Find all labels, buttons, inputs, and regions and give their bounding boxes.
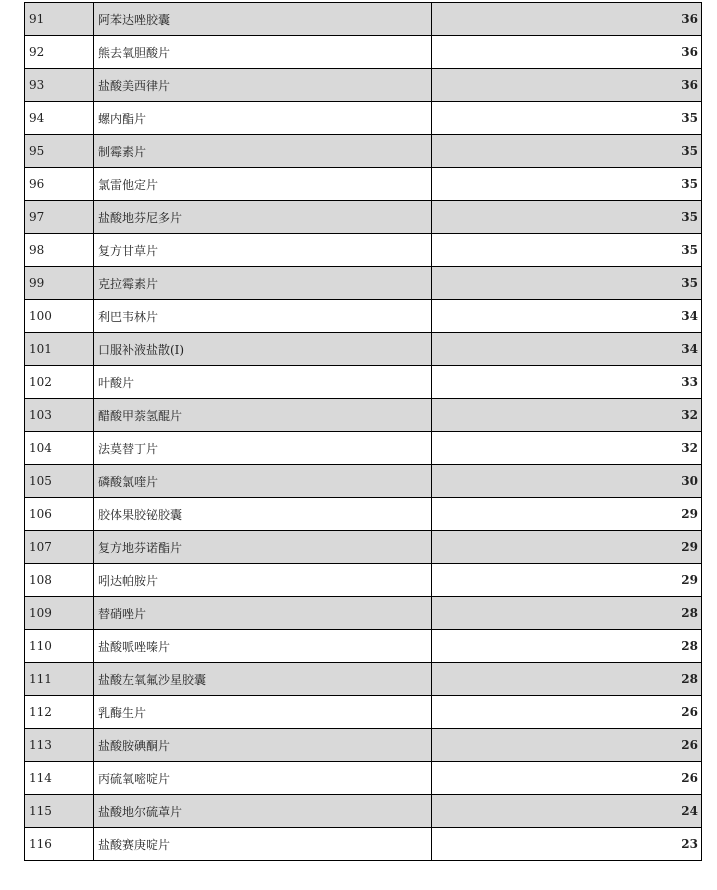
- table-row: [25, 663, 702, 696]
- drug-name: 盐酸地芬尼多片: [94, 201, 432, 234]
- usage-count: 28: [432, 663, 702, 696]
- usage-count: 24: [432, 795, 702, 828]
- usage-count: 34: [432, 333, 702, 366]
- row-number: 96: [25, 168, 94, 201]
- drug-name: 醋酸甲萘氢醌片: [94, 399, 432, 432]
- usage-count: 36: [432, 3, 702, 36]
- drug-name: 法莫替丁片: [94, 432, 432, 465]
- usage-count: 35: [432, 234, 702, 267]
- row-number: 101: [25, 333, 94, 366]
- usage-count: 36: [432, 69, 702, 102]
- drug-name: 螺内酯片: [94, 102, 432, 135]
- row-number: 99: [25, 267, 94, 300]
- drug-name: 盐酸地尔硫䓬片: [94, 795, 432, 828]
- row-number: 110: [25, 630, 94, 663]
- row-number: 109: [25, 597, 94, 630]
- table-row: [25, 3, 702, 36]
- table-row: [25, 696, 702, 729]
- table-row: [25, 828, 702, 861]
- drug-name: 制霉素片: [94, 135, 432, 168]
- table-row: [25, 762, 702, 795]
- row-number: 113: [25, 729, 94, 762]
- row-number: 97: [25, 201, 94, 234]
- drug-name: 盐酸美西律片: [94, 69, 432, 102]
- row-number: 108: [25, 564, 94, 597]
- usage-count: 35: [432, 168, 702, 201]
- row-number: 102: [25, 366, 94, 399]
- drug-name: 复方地芬诺酯片: [94, 531, 432, 564]
- row-number: 103: [25, 399, 94, 432]
- drug-name: 磷酸氯喹片: [94, 465, 432, 498]
- drug-name: 口服补液盐散(I): [94, 333, 432, 366]
- row-number: 93: [25, 69, 94, 102]
- table-row: [25, 795, 702, 828]
- drug-name: 盐酸胺碘酮片: [94, 729, 432, 762]
- table-row: [25, 234, 702, 267]
- table-row: [25, 36, 702, 69]
- row-number: 112: [25, 696, 94, 729]
- table-row: [25, 69, 702, 102]
- row-number: 100: [25, 300, 94, 333]
- row-number: 115: [25, 795, 94, 828]
- drug-name: 胶体果胶铋胶囊: [94, 498, 432, 531]
- usage-count: 29: [432, 498, 702, 531]
- drug-name: 复方甘草片: [94, 234, 432, 267]
- table-row: [25, 135, 702, 168]
- row-number: 98: [25, 234, 94, 267]
- usage-count: 28: [432, 630, 702, 663]
- usage-count: 35: [432, 102, 702, 135]
- drug-name: 盐酸赛庚啶片: [94, 828, 432, 861]
- drug-name: 叶酸片: [94, 366, 432, 399]
- drug-name: 氯雷他定片: [94, 168, 432, 201]
- row-number: 114: [25, 762, 94, 795]
- table-row: [25, 366, 702, 399]
- usage-count: 26: [432, 696, 702, 729]
- usage-count: 35: [432, 267, 702, 300]
- table-row: [25, 465, 702, 498]
- usage-count: 33: [432, 366, 702, 399]
- usage-count: 23: [432, 828, 702, 861]
- usage-count: 28: [432, 597, 702, 630]
- row-number: 91: [25, 3, 94, 36]
- drug-name: 克拉霉素片: [94, 267, 432, 300]
- usage-count: 32: [432, 399, 702, 432]
- usage-count: 29: [432, 531, 702, 564]
- table-row: [25, 201, 702, 234]
- table-row: [25, 564, 702, 597]
- drug-name: 盐酸哌唑嗪片: [94, 630, 432, 663]
- usage-count: 35: [432, 135, 702, 168]
- table-body: [25, 3, 702, 861]
- row-number: 111: [25, 663, 94, 696]
- drug-name: 利巴韦林片: [94, 300, 432, 333]
- row-number: 94: [25, 102, 94, 135]
- table-row: [25, 597, 702, 630]
- row-number: 92: [25, 36, 94, 69]
- row-number: 116: [25, 828, 94, 861]
- drug-name: 阿苯达唑胶囊: [94, 3, 432, 36]
- drug-name: 丙硫氧嘧啶片: [94, 762, 432, 795]
- drug-name: 替硝唑片: [94, 597, 432, 630]
- usage-count: 26: [432, 762, 702, 795]
- drug-name: 熊去氧胆酸片: [94, 36, 432, 69]
- table-row: [25, 729, 702, 762]
- usage-count: 36: [432, 36, 702, 69]
- drug-name: 盐酸左氧氟沙星胶囊: [94, 663, 432, 696]
- table-row: [25, 531, 702, 564]
- table-row: [25, 432, 702, 465]
- row-number: 104: [25, 432, 94, 465]
- usage-count: 30: [432, 465, 702, 498]
- usage-count: 29: [432, 564, 702, 597]
- drug-name: 乳酶生片: [94, 696, 432, 729]
- table-row: [25, 498, 702, 531]
- drug-name: 吲达帕胺片: [94, 564, 432, 597]
- table-row: [25, 168, 702, 201]
- drug-ranking-table: [24, 2, 702, 861]
- row-number: 105: [25, 465, 94, 498]
- usage-count: 26: [432, 729, 702, 762]
- row-number: 107: [25, 531, 94, 564]
- row-number: 95: [25, 135, 94, 168]
- usage-count: 35: [432, 201, 702, 234]
- table-row: [25, 102, 702, 135]
- table-row: [25, 399, 702, 432]
- usage-count: 32: [432, 432, 702, 465]
- table-row: [25, 300, 702, 333]
- table-row: [25, 630, 702, 663]
- table-row: [25, 267, 702, 300]
- row-number: 106: [25, 498, 94, 531]
- table-row: [25, 333, 702, 366]
- usage-count: 34: [432, 300, 702, 333]
